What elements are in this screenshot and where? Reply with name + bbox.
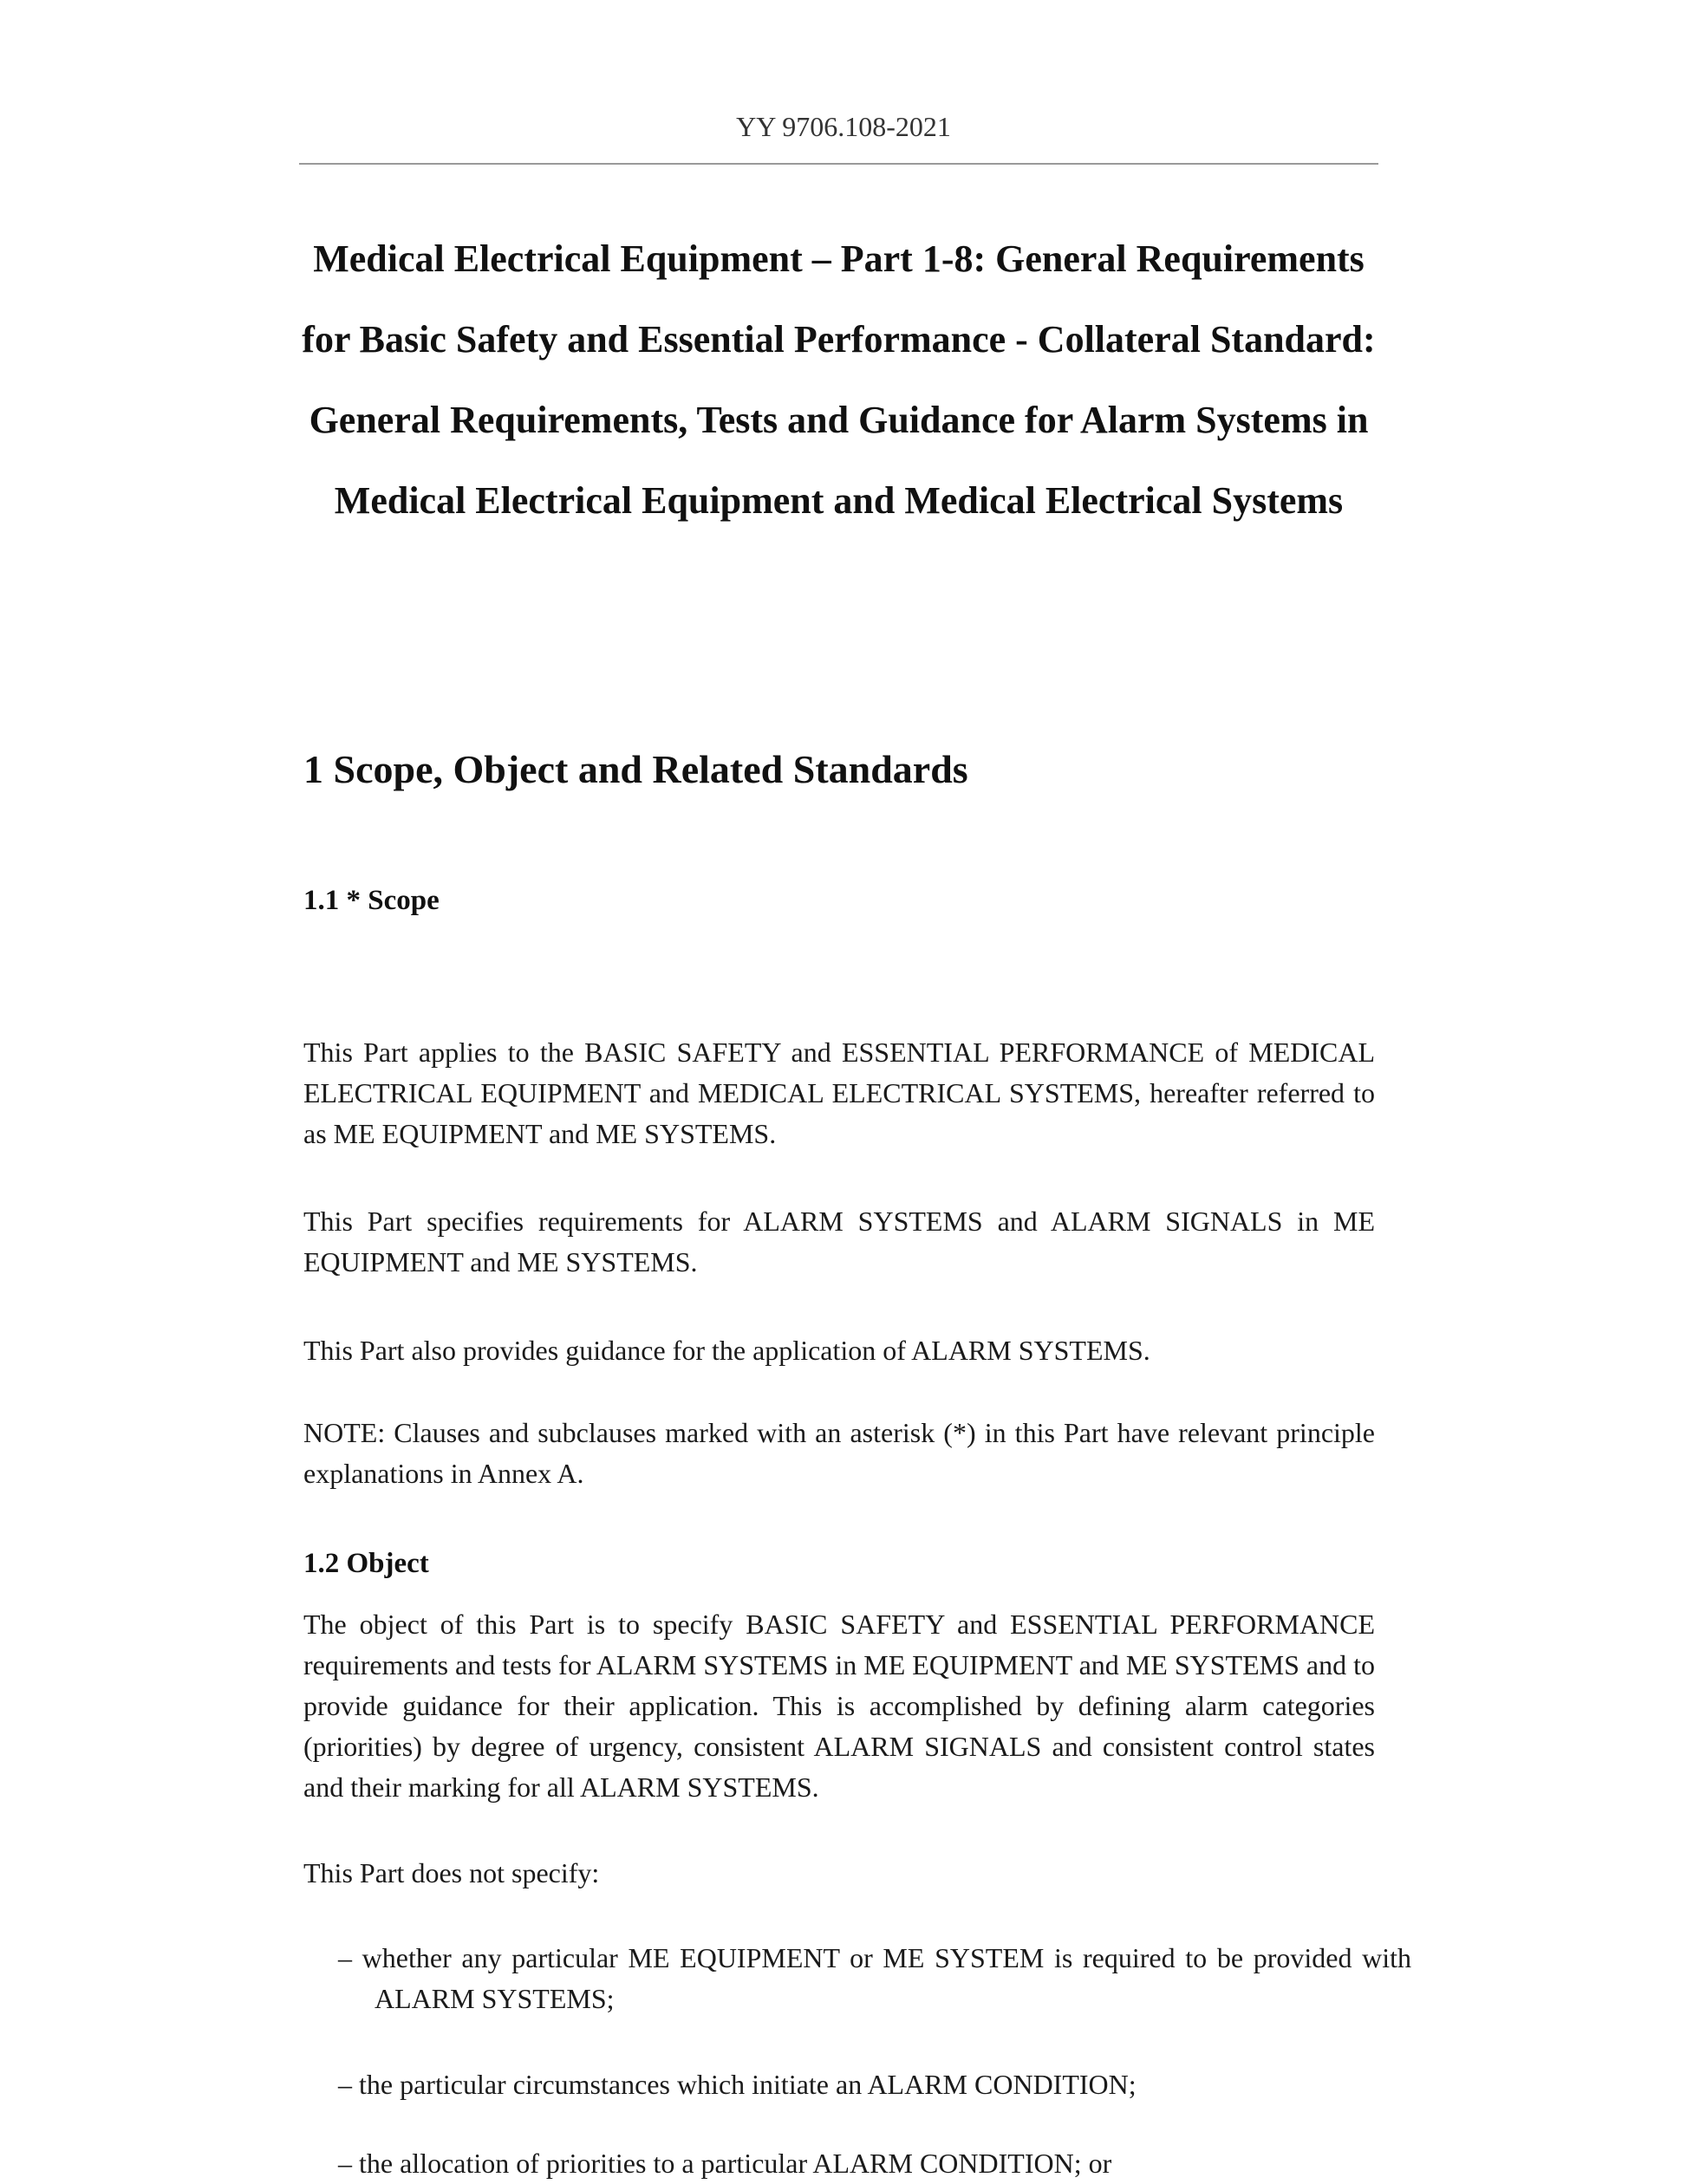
list-item: – the allocation of priorities to a particular ALARM CONDITION; or — [338, 2148, 1112, 2179]
object-paragraph: This Part does not specify: — [303, 1857, 600, 1888]
scope-note: NOTE: Clauses and subclauses marked with an asterisk (*) in this Part have relevant principle explanations in Annex A. — [303, 1417, 1375, 1489]
object-paragraph: The object of this Part is to specify BASIC SAFETY and ESSENTIAL PERFORMANCE requirements and tests for ALARM SYSTEMS in ME EQUIPMENT and ME SYSTEMS and to provide guidance for their application. This is accomplished by defining alarm categories (priorities) by degree of urgency, consistent ALARM SIGNALS and consistent control states and their marking for all ALARM SYSTEMS. — [303, 1609, 1375, 1803]
object-heading: 1.2 Object — [303, 1548, 429, 1579]
scope-paragraph: This Part specifies requirements for ALARM SYSTEMS and ALARM SIGNALS in ME EQUIPMENT and ME SYSTEMS. — [303, 1206, 1375, 1277]
section-heading: 1 Scope, Object and Related Standards — [303, 747, 968, 791]
scope-paragraph: This Part also provides guidance for the application of ALARM SYSTEMS. — [303, 1335, 1150, 1366]
scope-heading: 1.1 * Scope — [303, 885, 440, 916]
list-item: – whether any particular ME EQUIPMENT or ME SYSTEM is required to be provided with ALARM SYSTEMS; — [338, 1942, 1411, 2014]
document-title: Medical Electrical Equipment – Part 1-8: General Requirements for Basic Safety and Essential Performance - Collateral Standard: General Requirements, Tests and Guidance for Alarm Systems in Medical Electrical Equipment and Medical Electrical Systems — [302, 237, 1376, 522]
list-item: – the particular circumstances which initiate an ALARM CONDITION; — [338, 2069, 1137, 2100]
scope-paragraph: This Part applies to the BASIC SAFETY and ESSENTIAL PERFORMANCE of MEDICAL ELECTRICAL EQUIPMENT and MEDICAL ELECTRICAL SYSTEMS, hereafter referred to as ME EQUIPMENT and ME SYSTEMS. — [303, 1037, 1375, 1149]
document-code-header: YY 9706.108-2021 — [736, 111, 951, 142]
header-divider — [299, 163, 1378, 165]
